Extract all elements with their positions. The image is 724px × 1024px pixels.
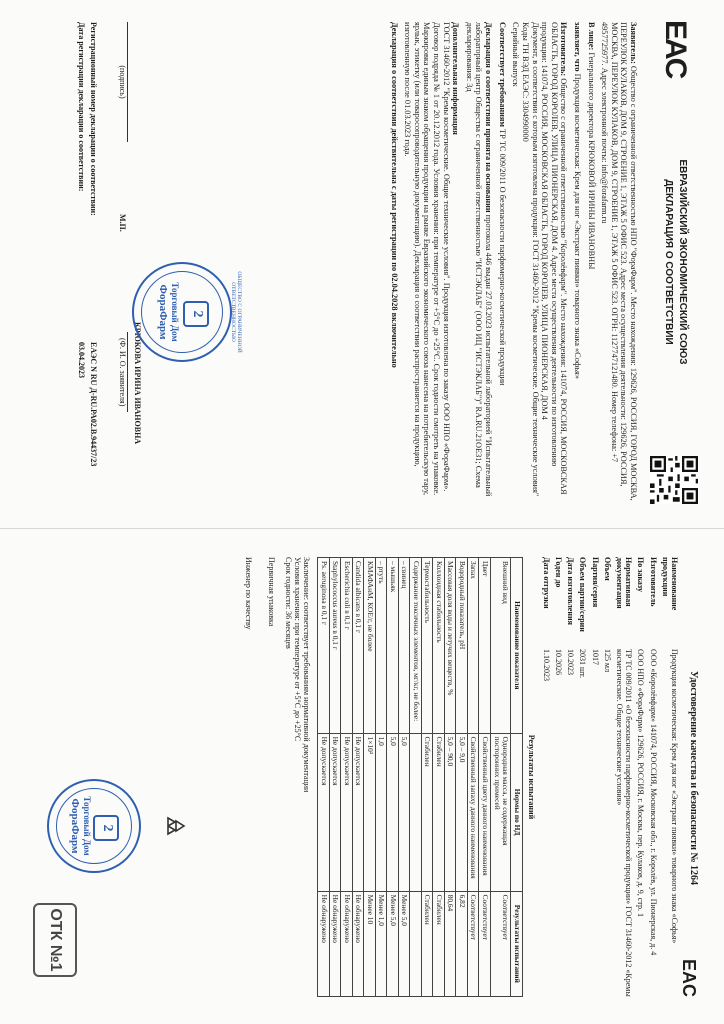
table-row — [479, 558, 491, 997]
eac-logo: EAC — [659, 20, 692, 78]
table-cell: Свойственный запаху данного наименования — [467, 733, 479, 891]
extra-label: Дополнительная информация — [451, 22, 461, 135]
table-cell: Однородная масса, не содержащая посторонних примесей — [491, 733, 511, 891]
document-text: Документ, в соответствии с которым изготовлена продукция: ГОСТ 31460-2012 "Кремы косметические. Общие технические условия" — [530, 22, 540, 497]
table-cell: Содержание токсичных элементов, мг/кг, не более: — [410, 558, 422, 734]
table-cell: – ртуть — [375, 558, 387, 734]
stamp-line1: Торговый Дом — [170, 282, 181, 342]
signature-row — [118, 22, 142, 502]
person-block — [586, 22, 596, 502]
quality-certificate — [17, 543, 707, 1013]
table-row — [352, 558, 364, 997]
table-row — [433, 558, 445, 997]
certificate-row — [648, 557, 657, 997]
certificate-row-value: ООО НПО «ФораФарм» 129626, РОССИЯ, г. Москва, пер. Кулаков, д. 9, стр. 1 — [636, 649, 646, 917]
reg-date-label: Дата регистрации декларации о соответствии: — [76, 22, 86, 192]
table-cell: Стабилен — [433, 733, 445, 891]
certificate-row-value: 2031 шт. — [578, 649, 588, 679]
results-title: Результаты испытаний — [526, 734, 536, 820]
certificate-row-value: ТР ТС 009/2011 «О безопасности парфюмерно-косметической продукции» ГОСТ 31460-2012 «Кремы косметические. Общие технические условия» — [615, 649, 634, 997]
table-cell: Staphylococcus aureus в 0,1 г — [329, 558, 341, 734]
packaging-label: Первичная упаковка — [266, 557, 276, 627]
table-cell: Не обнаружено — [329, 891, 341, 996]
certificate-row-key: Дата отгрузки — [541, 557, 551, 609]
stamp-ring-text: ОБЩЕСТВО С ОГРАНИЧЕННОЙ ОТВЕТСТВЕННОСТЬЮ — [229, 271, 242, 353]
certificate-row — [661, 557, 679, 997]
results-table — [317, 557, 522, 997]
certificate-row-key: Дата изготовления — [566, 557, 576, 625]
table-cell: Соответствует — [479, 891, 491, 996]
reg-number-line — [89, 22, 98, 502]
eac-logo-small: EAC — [679, 958, 699, 997]
applicant-text: Общество с ограниченной ответственностью НПО "ФораФарм". Место нахождения: 129626, РОССИЯ, ГОРОД МОСКВА, ПЕРЕУЛОК КУЛАКОВ, ДОМ 9, СТРОЕНИЕ 1, ЭТАЖ 5 ОФИС 523. Адрес места осуществления деятельности: 129626, РОССИЯ, МОСКВА, ПЕРЕУЛОК КУЛАКОВ, ДОМ 9, СТРОЕНИЕ 1, ЭТАЖ 5 ОФИС 523. ОГРН: 1127747121480. Номер телефона: +7 4957725977. Адрес электронной почты: info@forafarm.ru — [600, 22, 638, 501]
table-cell: Не допускается — [329, 733, 341, 891]
certificate-row-key: Наименование продукции — [660, 557, 679, 611]
engineer-label: Инженер по качеству — [243, 557, 253, 630]
table-row — [456, 558, 468, 997]
basis-text: протокола 446 выдан 27.03.2023 испытательной лабораторией "Испытательный лабораторный центр Общества с ограниченной ответственностью "ИСТЭКЛАБ" (ООО ИЦ "ИСТЭКЛАБ")" RA.RU.21ОЕ31; Схема декларирования: 3д — [464, 22, 494, 497]
certificate-info — [243, 557, 679, 997]
reg-number: ЕАЭС N RU Д-RU.РА02.В.94437/23 — [89, 342, 98, 467]
table-cell: Коллоидная стабильность — [433, 558, 445, 734]
table-cell: Внешний вид — [491, 558, 511, 734]
manufacturer-text: Общество с ограниченной ответственностью "Королёвфарм". Место нахождения: 141074, РОССИЯ, МОСКОВСКАЯ ОБЛАСТЬ, ГОРОД КОРОЛЕВ, УЛИЦА ПИОНЕРСКАЯ, ДОМ 4. Адрес места осуществления деятельности по изготовлению продукции: 141074, РОССИЯ, МОСКОВСКАЯ ОБЛАСТЬ, ГОРОД КОРОЛЕВ, УЛИЦА ПИОНЕРСКАЯ, ДОМ 4 — [540, 22, 569, 495]
applicant-block — [600, 22, 638, 502]
conformity-block — [497, 22, 507, 502]
validity-label: Декларация о соответствии действительна с даты регистрации по — [389, 22, 399, 272]
signer-name: КРЮКОВА ИРИНА ИВАНОВНА — [133, 322, 142, 445]
reg-date-line — [76, 22, 85, 502]
header-result: Результаты испытаний — [511, 891, 523, 996]
table-cell: Candida albicans в 0,1 г — [352, 558, 364, 734]
table-row — [375, 558, 387, 997]
table-cell: Менее 10 — [364, 891, 376, 996]
certificate-row-value: 1017 — [590, 649, 600, 665]
certificate-row-key: По заказу — [636, 557, 646, 592]
certificate-row-value: 1.10.2023 — [541, 649, 551, 681]
certificate-row — [603, 557, 612, 997]
basis-label: Декларация о соответствии принята на основании — [484, 22, 494, 213]
certificate-row — [615, 557, 633, 997]
table-cell — [410, 733, 422, 891]
table-cell: Водородный показатель, рН — [456, 558, 468, 734]
table-cell: Менее 5,0 — [398, 891, 410, 996]
declares-text: Продукция косметическая: Крем для ног «Экстракт пиявки» товарного знака «Софья» — [572, 73, 582, 379]
table-row — [318, 558, 330, 997]
certificate-row-key: Изготовитель — [648, 557, 658, 607]
table-cell: 5,0 – 9,0 — [456, 733, 468, 891]
extra-info-block — [403, 22, 461, 502]
page-divider — [0, 528, 724, 529]
table-cell: 5,0 — [398, 733, 410, 891]
conformity-label: Соответствует требованиям — [497, 22, 507, 128]
table-row — [421, 558, 433, 997]
table-cell: 5,0 – 90,0 — [444, 733, 456, 891]
reg-date: 03.04.2023 — [76, 342, 86, 378]
certificate-row — [578, 557, 587, 997]
cert-stamp-line1: Торговый Дом — [82, 796, 93, 856]
certificate-row — [636, 557, 645, 997]
table-row — [329, 558, 341, 997]
codes-text: Коды ТН ВЭД ЕАЭС: 3304990000 — [520, 22, 530, 142]
certificate-row — [566, 557, 575, 997]
reg-number-label: Регистрационный номер декларации о соответствии: — [89, 22, 98, 216]
table-cell: Соответствует — [467, 891, 479, 996]
certificate-row-value: 10.2023 — [566, 649, 576, 675]
certificate-row-value: 10.2026 — [554, 649, 564, 675]
table-cell: Запах — [467, 558, 479, 734]
table-cell: 6,82 — [456, 891, 468, 996]
certificate-row-value: Продукция косметическая: Крем для ног «Экстракт пиявки» товарного знака «Софья» — [670, 649, 679, 944]
table-cell: Массовая доля воды и летучих веществ, % — [444, 558, 456, 734]
certificate-row — [542, 557, 551, 997]
manufacturer-label: Изготовитель: — [559, 22, 569, 77]
table-row — [341, 558, 353, 997]
table-cell: Не обнаружено — [341, 891, 353, 996]
mp-label: М.П. — [118, 214, 127, 232]
declares-label: заявляет, что — [572, 22, 582, 72]
cert-stamp-line2: ФораФарм — [69, 798, 82, 854]
declaration-of-conformity — [22, 12, 702, 512]
table-cell: Ps. aeruginosa в 0,1 г — [318, 558, 330, 734]
table-cell: Соответствует — [491, 891, 511, 996]
certificate-row-key: Партия/серия — [590, 557, 600, 608]
table-cell: Менее 5,0 — [387, 891, 399, 996]
table-row — [491, 558, 511, 997]
storage-conditions: Условия хранения: при температуре от +5°С до +25°С — [293, 557, 303, 742]
results-header-row — [511, 558, 523, 997]
table-cell: 1,0 — [375, 733, 387, 891]
certificate-row — [554, 557, 563, 997]
manufacturer-block — [511, 22, 569, 502]
declaration-body — [385, 22, 638, 502]
table-row — [364, 558, 376, 997]
table-cell: – мышьяк — [387, 558, 399, 734]
table-cell: Не допускается — [318, 733, 330, 891]
certificate-title: Удостоверение качества и безопасности № 1264 — [688, 670, 699, 886]
signature-label: (подпись) — [118, 22, 128, 142]
stamp-line2: ФораФарм — [156, 284, 169, 340]
otk-stamp: ОТК №1 — [33, 903, 77, 977]
table-cell: Цвет — [479, 558, 491, 734]
table-cell: Не допускается — [341, 733, 353, 891]
certificate-row-value: 125 мл — [602, 649, 612, 673]
conformity-text: ТР ТС 009/2011 О безопасности парфюмерно-косметической продукции — [497, 129, 507, 386]
certificate-row — [591, 557, 600, 997]
table-cell: Термостабильность — [421, 558, 433, 734]
declares-block — [572, 22, 582, 502]
table-cell: Стабилен — [421, 891, 433, 996]
header-norm: Нормы по НД — [511, 733, 523, 891]
registration-row — [76, 22, 98, 502]
certificate-row-value: ООО «Королёвфарм» 141074, РОССИЯ, Московская обл., г. Королёв, ул. Пионерская, д. 4 — [648, 649, 658, 956]
recycle-icon — [161, 813, 187, 839]
header-indicator: Наименование показателя — [511, 558, 523, 734]
conclusion: Заключение: соответствует требованиям нормативной документации — [302, 557, 312, 793]
company-logo-icon: 2 — [183, 301, 209, 327]
qr-code-icon — [650, 456, 698, 504]
table-cell: 80,64 — [444, 891, 456, 996]
certificate-row-key: Объем партии/серии — [578, 557, 588, 632]
table-cell: 1×10³ — [364, 733, 376, 891]
certificate-row-key: Нормативная документация — [615, 557, 634, 609]
union-title: ЕВРАЗИЙСКИЙ ЭКОНОМИЧЕСКИЙ СОЮЗ — [677, 159, 688, 365]
table-row — [387, 558, 399, 997]
table-cell — [410, 891, 422, 996]
person-text: Генерального директора КРЮКОВОЙ ИРИНЫ ИВАНОВНЫ — [586, 52, 596, 270]
validity-block — [389, 22, 399, 502]
certificate-row-key: Годен до — [554, 557, 564, 588]
table-cell: Менее 1,0 — [375, 891, 387, 996]
certificate-row-key: Объем — [602, 557, 612, 581]
table-cell: Стабилен — [421, 733, 433, 891]
company-stamp — [132, 262, 242, 362]
table-cell: Не допускается — [352, 733, 364, 891]
table-cell: Стабилен — [433, 891, 445, 996]
basis-block — [464, 22, 493, 502]
table-cell: Свойственный цвету данного наименования — [479, 733, 491, 891]
validity-tail: включительно — [389, 312, 399, 368]
person-label: В лице: — [586, 22, 596, 51]
certificate-stamp — [47, 779, 141, 873]
table-cell: Escherichia coli в 0,1 г — [341, 558, 353, 734]
table-cell: Не обнаружено — [318, 891, 330, 996]
declaration-title: ДЕКЛАРАЦИЯ О СООТВЕТСТВИИ — [663, 179, 674, 345]
validity-date: 02.04.2028 — [389, 273, 399, 311]
shelf-life: Срок годности: 36 месяцев — [283, 557, 293, 649]
table-cell: КМАФАнМ, КОЕ/г, не более — [364, 558, 376, 734]
applicant-label: Заявитель: — [629, 22, 638, 64]
table-cell: 5,0 — [387, 733, 399, 891]
batch-text: Серийный выпуск — [511, 22, 521, 87]
table-cell: – свинец — [398, 558, 410, 734]
table-row — [398, 558, 410, 997]
table-row — [410, 558, 422, 997]
signer-caption: (Ф. И. О. заявителя) — [118, 332, 128, 412]
table-cell: Не обнаружено — [352, 891, 364, 996]
certificate-logo-icon: 2 — [93, 815, 119, 841]
extra-text: ГОСТ 31460-2012 "Кремы косметические. Общие технические условия". Продукция изготовлена по заказу ООО НПО «ФораФарм». Договор подряда № 1 от 20.12.2012 года. Условия хранения: при температуре от +5°С до +25°С. Срок годности смотреть на упаковке. Маркировка единым знаком обращения продукции на рынке Евразийского экономического союза нанесена на потребительскую тару, ярлык, этикетку (или товаросопроводительную документацию). Декларация о соответствии распространяется на продукцию, изготовленную после 01.03.2023 года. — [403, 22, 451, 496]
table-row — [467, 558, 479, 997]
certificate-footer — [243, 557, 311, 997]
table-row — [444, 558, 456, 997]
